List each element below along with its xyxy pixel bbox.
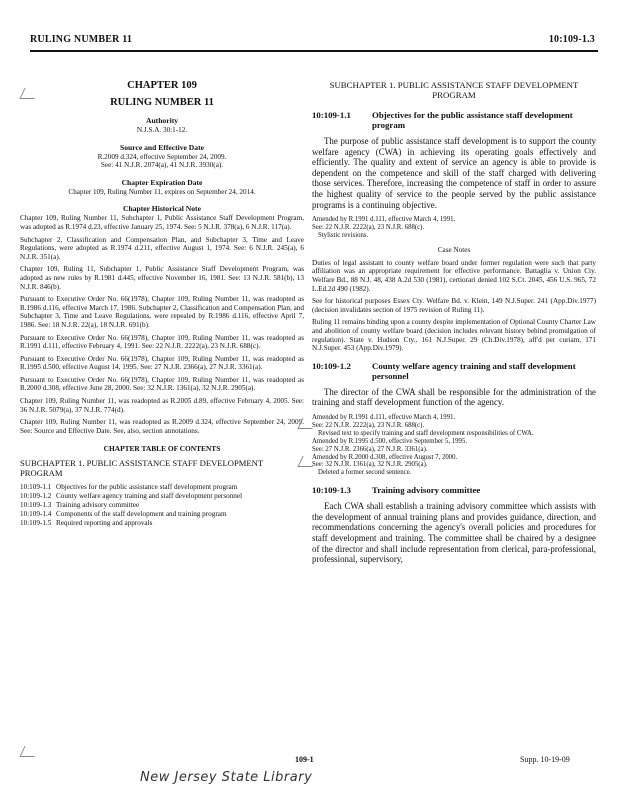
case-notes-heading: Case Notes (437, 245, 471, 254)
history-paragraph: Chapter 109, Ruling Number 11, was readopted as R.2009 d.324, effective September 24, 2009. See: Source and Effective Date. See, also, section annotations. (20, 418, 304, 435)
source-label: Source and Effective Date (119, 142, 204, 152)
section-heading (312, 485, 596, 495)
toc-row (20, 519, 304, 527)
left-column (20, 80, 304, 529)
toc-number: 10:109-1.2 (20, 491, 52, 500)
history-paragraph: Pursuant to Executive Order No. 66(1978), Chapter 109, Ruling Number 11, was readopted as R.1995 d.500, effective August 14, 1995. See: 27 N.J.R. 2366(a), 27 N.J.R. 3361(a). (20, 354, 304, 372)
running-head-left: RULING NUMBER 11 (30, 34, 133, 45)
toc-row (20, 483, 304, 491)
section-title: County welfare agency training and staff development personnel (372, 360, 576, 381)
toc-title: Components of the staff development and training program (56, 510, 227, 519)
running-head (30, 34, 595, 45)
history-paragraph: Subchapter 2, Classification and Compensation Plan, and Subchapter 3, Time and Leave Regulations, were adopted as R.1974 d.211, effective August 1, 1974. See: 6 N.J.R. 245(a), 6 N.J.R. 351(a). (20, 235, 304, 261)
toc-title: Required reporting and approvals (56, 519, 153, 528)
expiration-label: Chapter Expiration Date (121, 177, 203, 187)
source-line-2: See: 41 N.J.R. 2074(a), 41 N.J.R. 3930(a). (100, 161, 224, 170)
chapter-title: CHAPTER 109 (127, 80, 197, 91)
history-paragraph: Pursuant to Executive Order No. 66(1978), Chapter 109, Ruling Number 11, was readopted as R.1991 d.111, effective February 4, 1991. See: 22 N.J.R. 2222(a), 23 N.J.R. 688(c). (20, 333, 304, 351)
history-paragraph: Pursuant to Executive Order No. 66(1978), Chapter 109, Ruling Number 11, was readopted as R.1986 d.116, effective March 17, 1986. Subchapter 2, Classification and Compensation Plan, and Subchapter 3, Time and Leave Regulations, were repealed by R.1986 d.116, effective April 7, 1986. See: 18 N.J.R. 22(a), 18 N.J.R. 691(b). (20, 295, 304, 329)
library-stamp: New Jersey State Library (140, 770, 313, 785)
subchapter-heading: SUBCHAPTER 1. PUBLIC ASSISTANCE STAFF DEVELOPMENT PROGRAM (329, 80, 579, 100)
history-line: See: 32 N.J.R. 1361(a), 32 N.J.R. 2905(a). (312, 461, 428, 469)
section-history (312, 414, 596, 477)
toc-title: Training advisory committee (56, 501, 140, 510)
section-heading (312, 110, 596, 130)
toc-title: County welfare agency training and staff development personnel (56, 491, 243, 500)
margin-mark (19, 746, 39, 757)
history-line: See: 22 N.J.R. 2222(a), 23 N.J.R. 688(c). (312, 421, 425, 429)
section-number: 10:109-1.3 (312, 485, 351, 496)
toc-row (20, 492, 304, 500)
history-line: Amended by R.1991 d.111, effective March 4, 1991. (312, 414, 456, 421)
section-body: The director of the CWA shall be responsible for the administration of the training and staff development function of the agency. (312, 386, 596, 408)
case-note: See for historical purposes Essex Cty. Welfare Bd. v. Klein, 149 N.J.Super. 241 (App.Div.1977) (decision invalidates section of 1975 revision of Ruling 11). (312, 297, 596, 314)
toc-number: 10:109-1.4 (20, 510, 52, 519)
ruling-title: RULING NUMBER 11 (110, 97, 214, 108)
history-line: Deleted a former second sentence. (318, 469, 412, 477)
toc-number: 10:109-1.5 (20, 519, 52, 528)
expiration-text: Chapter 109, Ruling Number 11, expires on September 24, 2014. (68, 187, 256, 196)
toc-row (20, 510, 304, 518)
case-note: Ruling 11 remains binding upon a county despite implementation of Optional County Charter Law and abolition of county welfare board (decision includes relevant history behind promulgation of regulation). State v. Hudson Cty., 161 N.J.Super. 29 (Ch.Div.1978), aff'd per curiam, 171 N.J.Super. 453 (App.Div.1979). (312, 318, 596, 353)
source-line-1: R.2009 d.324, effective September 24, 2009. (97, 152, 227, 161)
history-line: Revised text to specify training and staff development responsibilities of CWA. (318, 429, 534, 437)
history-line: See: 27 N.J.R. 2366(a), 27 N.J.R. 3361(a). (312, 445, 428, 453)
section-number: 10:109-1.1 (312, 110, 351, 120)
header-rule (30, 50, 598, 52)
case-note: Duties of legal assistant to county welfare board under former regulation were such that party affiliation was an appropriate requirement for effective performance. Battaglia v. Union Cty. Welfare Bd., 88 N.J. 48, 438 A.2d 530 (1981), certiorari denied 102 S.Ct. 2045, 456 U.S. 965, 72 L.Ed.2d 490 (1982). (312, 258, 596, 293)
section-title: Objectives for the public assistance staff development program (372, 110, 573, 130)
toc-subchapter: SUBCHAPTER 1. PUBLIC ASSISTANCE STAFF DEVELOPMENT PROGRAM (20, 458, 263, 479)
history-paragraph: Chapter 109, Ruling Number 11, was readopted as R.2005 d.89, effective February 4, 2005. See: 36 N.J.R. 5079(a), 37 N.J.R. 774(d). (20, 397, 304, 414)
section-heading (312, 361, 596, 381)
toc-row (20, 501, 304, 509)
section-number: 10:109-1.2 (312, 360, 351, 371)
history-line: Amended by R.1995 d.500, effective September 5, 1995. (312, 437, 468, 445)
historical-note (20, 214, 304, 435)
history-paragraph: Chapter 109, Ruling 11, Subchapter 1, Public Assistance Staff Development Program, was adopted as new rules by R.1981 d.445, effective November 16, 1981. See: 13 N.J.R. 581(b), 13 N.J.R. 846(b). (20, 265, 304, 291)
history-line: Amended by R.1991 d.111, effective March 4, 1991. (312, 216, 456, 224)
toc-heading: CHAPTER TABLE OF CONTENTS (103, 444, 221, 454)
toc-number: 10:109-1.1 (20, 482, 52, 491)
right-column (312, 80, 596, 571)
toc-title: Objectives for the public assistance staff development program (56, 482, 238, 491)
historical-note-label: Chapter Historical Note (123, 204, 201, 214)
history-line: See: 22 N.J.R. 2222(a), 23 N.J.R. 688(c). (312, 224, 425, 232)
supplement-date: Supp. 10-19-09 (520, 755, 570, 764)
section-title: Training advisory committee (372, 485, 481, 496)
section-history (312, 216, 596, 240)
section-body: Each CWA shall establish a training advisory committee which assists with the development of annual training plans and provides guidance, direction, and recommendations concerning the agency's overall policies and procedures for staff development and training. The committee shall be chaired by a designee of the director and shall include representation from clerical, para-professional, professional, supervisory, (312, 501, 596, 565)
toc-number: 10:109-1.3 (20, 501, 52, 510)
history-paragraph: Pursuant to Executive Order No. 66(1978), Chapter 109, Ruling Number 11, was readopted as R.2000 d.308, effective June 28, 2000. See: 32 N.J.R. 1361(a), 32 N.J.R. 2905(a). (20, 375, 304, 393)
section-body: The purpose of public assistance staff development is to support the county welfare agency (CWA) in achieving its operating goals effectively and efficiently. The quality and extent of service an agency is able to provide is dependent on the competence and skill of the staff charged with delivering those services. Therefore, increasing the competence of staff in order to assure the highest quality of service to the people served by the public assistance programs is a continuing objective. (312, 136, 596, 210)
history-paragraph: Chapter 109, Ruling Number 11, Subchapter 1, Public Assistance Staff Development Program, was adopted as R.1974 d.23, effective January 25, 1974. See: 5 N.J.R. 378(a), 6 N.J.R. 117(a). (20, 214, 304, 231)
running-head-right: 10:109-1.3 (548, 34, 595, 45)
history-line: Stylistic revisions. (318, 231, 369, 239)
history-line: Amended by R.2000 d.308, effective August 7, 2000. (312, 453, 458, 461)
authority-text: N.J.S.A. 30:1-12. (136, 126, 188, 134)
authority-label: Authority (145, 116, 179, 125)
table-of-contents (20, 483, 304, 528)
page-number: 109-1 (295, 755, 314, 764)
